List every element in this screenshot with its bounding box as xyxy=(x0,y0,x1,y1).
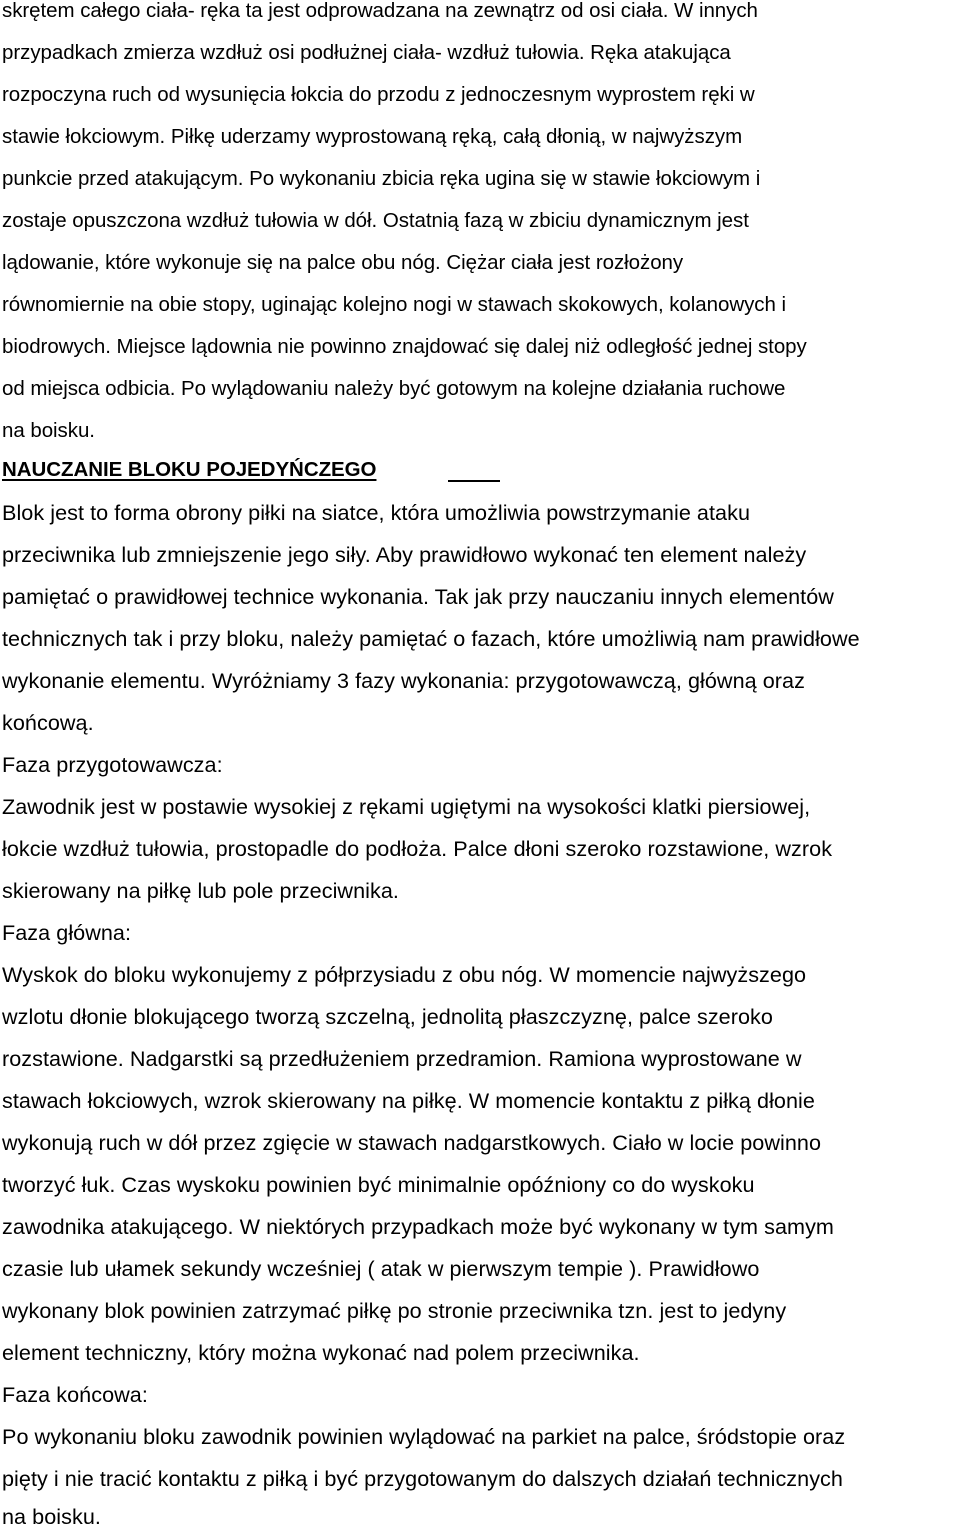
text-line: Zawodnik jest w postawie wysokiej z rękami ugiętymi na wysokości klatki piersiowej, xyxy=(2,794,811,819)
phase-preparatory-label: Faza przygotowawcza: xyxy=(2,752,223,777)
text-line: Wyskok do bloku wykonujemy z półprzysiadu z obu nóg. W momencie najwyższego xyxy=(2,962,807,987)
text-line: pięty i nie tracić kontaktu z piłką i być przygotowanym do dalszych działań technicznych xyxy=(2,1466,843,1491)
text-line: łokcie wzdłuż tułowia, prostopadle do podłoża. Palce dłoni szeroko rozstawione, wzrok xyxy=(2,836,833,861)
text-line: stawie łokciowym. Piłkę uderzamy wyprostowaną ręką, całą dłonią, w najwyższym xyxy=(2,125,743,148)
heading-underline xyxy=(448,480,500,482)
section-heading: NAUCZANIE BLOKU POJEDYŃCZEGO xyxy=(2,458,377,481)
text-line: stawach łokciowych, wzrok skierowany na piłkę. W momencie kontaktu z piłką dłonie xyxy=(2,1088,815,1113)
text-line: zawodnika atakującego. W niektórych przypadkach może być wykonany w tym samym xyxy=(2,1214,834,1239)
text-line: na boisku. xyxy=(2,419,95,442)
text-line: czasie lub ułamek sekundy wcześniej ( atak w pierwszym tempie ). Prawidłowo xyxy=(2,1256,760,1281)
text-line: wykonują ruch w dół przez zgięcie w stawach nadgarstkowych. Ciało w locie powinno xyxy=(2,1130,822,1155)
text-line: rozstawione. Nadgarstki są przedłużeniem przedramion. Ramiona wyprostowane w xyxy=(2,1046,802,1071)
text-line: lądowanie, które wykonuje się na palce obu nóg. Ciężar ciała jest rozłożony xyxy=(2,251,684,274)
text-line: Po wykonaniu bloku zawodnik powinien wylądować na parkiet na palce, śródstopie oraz xyxy=(2,1424,846,1449)
text-line: biodrowych. Miejsce lądownia nie powinno znajdować się dalej niż odległość jednej stopy xyxy=(2,335,807,358)
phase-final-label: Faza końcowa: xyxy=(2,1382,148,1407)
text-line: technicznych tak i przy bloku, należy pamiętać o fazach, które umożliwią nam prawidłowe xyxy=(2,626,860,651)
text-line: wykonany blok powinien zatrzymać piłkę po stronie przeciwnika tzn. jest to jedyny xyxy=(2,1298,787,1323)
text-line: rozpoczyna ruch od wysunięcia łokcia do przodu z jednoczesnym wyprostem ręki w xyxy=(2,83,755,106)
text-line: od miejsca odbicia. Po wylądowaniu należy być gotowym na kolejne działania ruchowe xyxy=(2,377,786,400)
text-line: zostaje opuszczona wzdłuż tułowia w dół. Ostatnią fazą w zbiciu dynamicznym jest xyxy=(2,209,749,232)
text-line: końcową. xyxy=(2,710,94,735)
text-line: skrętem całego ciała- ręka ta jest odprowadzana na zewnątrz od osi ciała. W innych xyxy=(2,0,758,22)
text-line: tworzyć łuk. Czas wyskoku powinien być minimalnie opóźniony co do wyskoku xyxy=(2,1172,755,1197)
text-line: wykonanie elementu. Wyróżniamy 3 fazy wykonania: przygotowawczą, główną oraz xyxy=(2,668,805,693)
text-line: Blok jest to forma obrony piłki na siatce, która umożliwia powstrzymanie ataku xyxy=(2,500,750,525)
text-line: na boisku. xyxy=(2,1504,101,1529)
text-line: przeciwnika lub zmniejszenie jego siły. Aby prawidłowo wykonać ten element należy xyxy=(2,542,807,567)
phase-main-label: Faza główna: xyxy=(2,920,132,945)
text-line: wzlotu dłonie blokującego tworzą szczelną, jednolitą płaszczyznę, palce szeroko xyxy=(2,1004,773,1029)
text-line: skierowany na piłkę lub pole przeciwnika. xyxy=(2,878,399,903)
text-line: element techniczny, który można wykonać nad polem przeciwnika. xyxy=(2,1340,640,1365)
text-line: przypadkach zmierza wzdłuż osi podłużnej ciała- wzdłuż tułowia. Ręka atakująca xyxy=(2,41,731,64)
text-line: równomiernie na obie stopy, uginając kolejno nogi w stawach skokowych, kolanowych i xyxy=(2,293,786,316)
text-line: punkcie przed atakującym. Po wykonaniu zbicia ręka ugina się w stawie łokciowym i xyxy=(2,167,761,190)
text-line: pamiętać o prawidłowej technice wykonania. Tak jak przy nauczaniu innych elementów xyxy=(2,584,834,609)
